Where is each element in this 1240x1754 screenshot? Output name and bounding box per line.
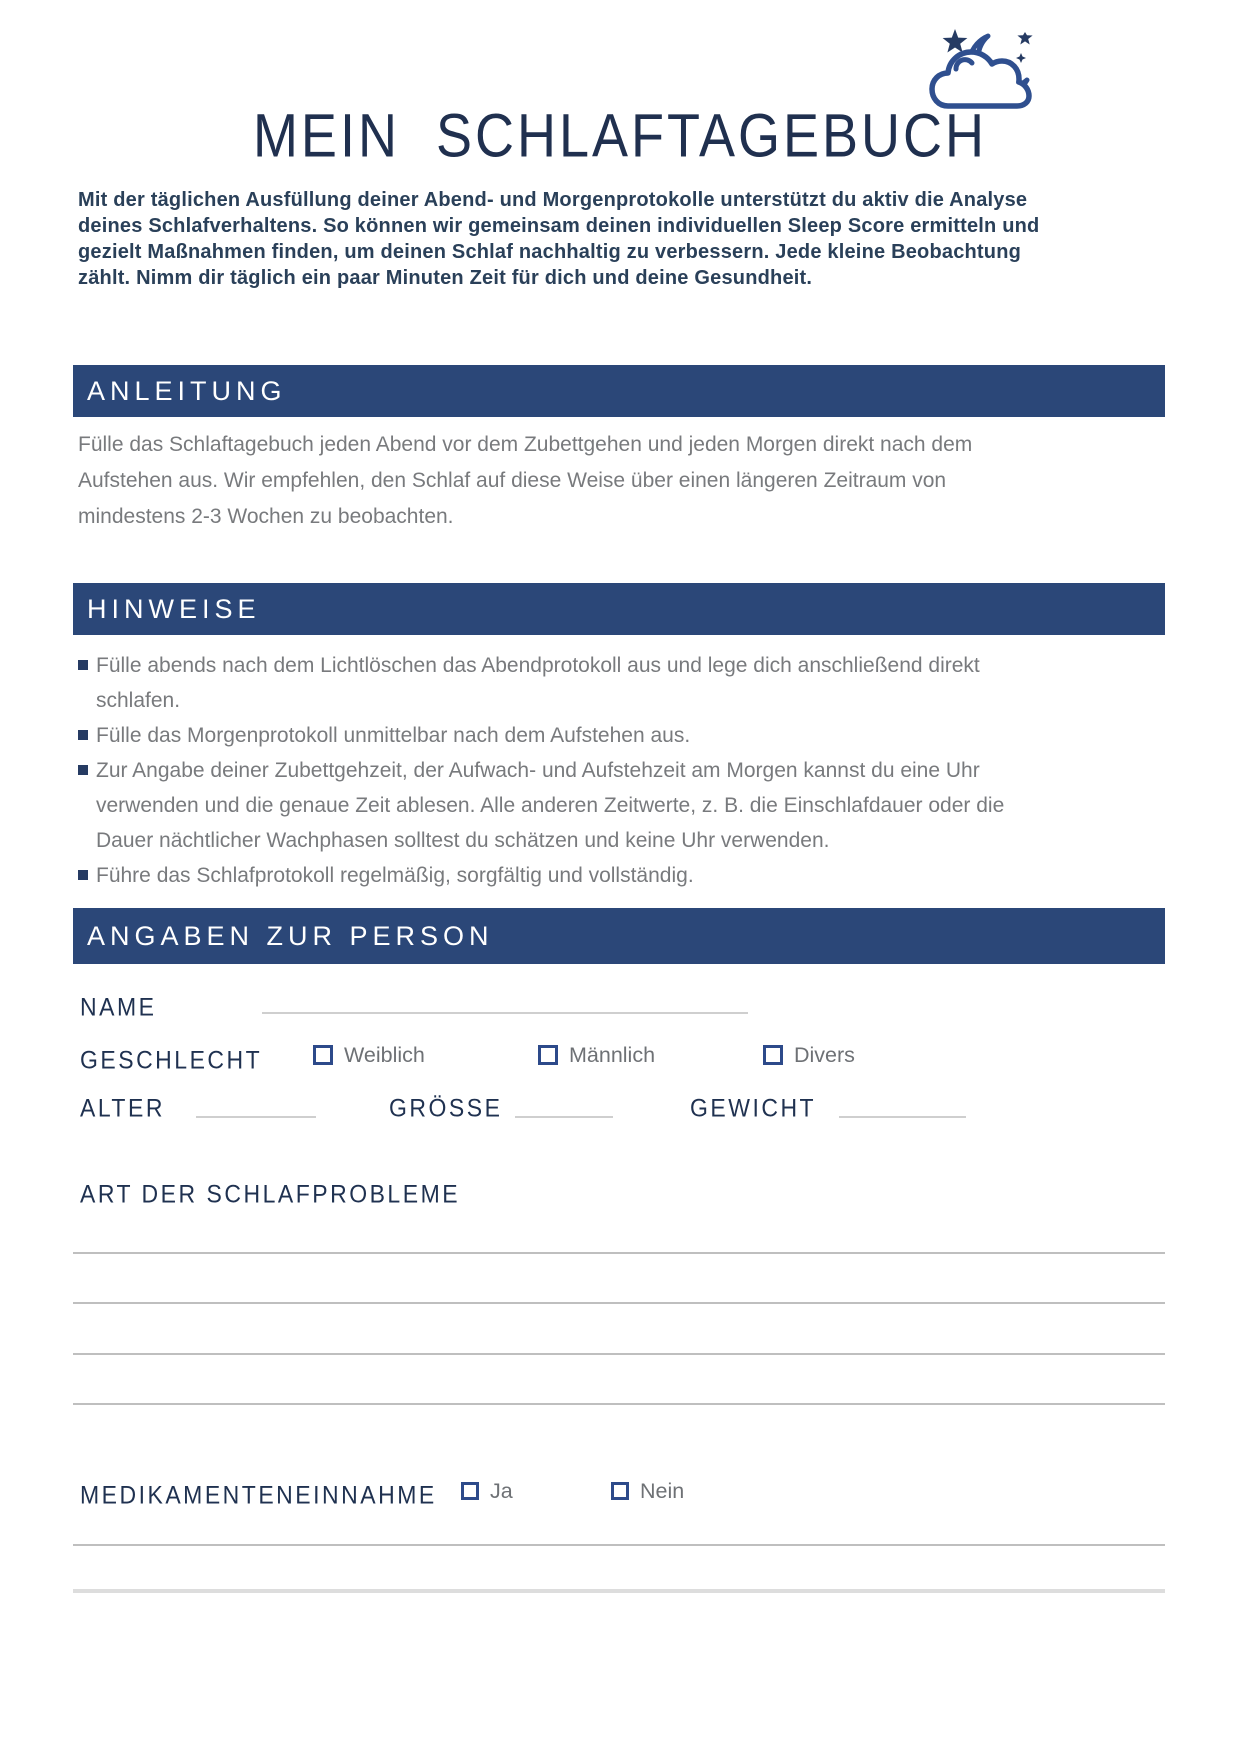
bullet-text: Führe das Schlafprotokoll regelmäßig, sorgfältig und vollständig. <box>96 864 694 887</box>
medikamente-label: MEDIKAMENTENEINNAHME <box>80 1481 437 1510</box>
gewicht-label: GEWICHT <box>690 1094 817 1123</box>
square-bullet-icon <box>78 765 88 775</box>
list-item <box>78 858 1043 893</box>
star-small-icon <box>1017 32 1032 45</box>
name-input-line[interactable] <box>262 1012 748 1014</box>
cloud-icon <box>932 52 1029 106</box>
section-bar-hinweise: HINWEISE <box>73 583 1165 635</box>
hinweise-list <box>78 648 1043 893</box>
checkbox-icon[interactable] <box>313 1045 333 1065</box>
checkbox-option-maennlich[interactable] <box>538 1044 655 1066</box>
square-bullet-icon <box>78 660 88 670</box>
alter-label: ALTER <box>80 1094 165 1123</box>
checkbox-icon[interactable] <box>763 1045 783 1065</box>
option-label: Divers <box>794 1043 855 1067</box>
schlafprobleme-writing-line[interactable] <box>73 1252 1165 1254</box>
option-label: Weiblich <box>344 1043 425 1067</box>
groesse-label: GRÖSSE <box>389 1094 503 1123</box>
checkbox-option-divers[interactable] <box>763 1044 855 1066</box>
name-label: NAME <box>80 993 157 1022</box>
checkbox-option-ja[interactable] <box>461 1480 513 1502</box>
square-bullet-icon <box>78 730 88 740</box>
checkbox-icon[interactable] <box>461 1482 479 1500</box>
groesse-input-line[interactable] <box>515 1116 613 1118</box>
alter-input-line[interactable] <box>196 1116 316 1118</box>
star-large-icon <box>943 29 968 53</box>
schlafprobleme-writing-line[interactable] <box>73 1353 1165 1355</box>
schlafprobleme-writing-line[interactable] <box>73 1302 1165 1304</box>
medikamente-writing-line[interactable] <box>73 1589 1165 1593</box>
anleitung-body-text: Fülle das Schlaftagebuch jeden Abend vor dem Zubettgehen und jeden Morgen direkt nach dem Aufstehen aus. Wir empfehlen, den Schlaf auf diese Weise über einen längeren Zeitraum von mindestens 2-3 Wochen zu beobachten. <box>78 433 973 528</box>
option-label: Ja <box>490 1479 513 1503</box>
checkbox-icon[interactable] <box>611 1482 629 1500</box>
checkbox-option-weiblich[interactable] <box>313 1044 425 1066</box>
list-item <box>78 753 1043 858</box>
square-bullet-icon <box>78 870 88 880</box>
gewicht-input-line[interactable] <box>839 1116 966 1118</box>
bullet-text: Zur Angabe deiner Zubettgehzeit, der Aufwach- und Aufstehzeit am Morgen kannst du eine Uhr verwenden und die genaue Zeit ablesen. Alle anderen Zeitwerte, z. B. die Einschlafdauer oder die Dauer nächtlicher Wachphasen solltest du schätzen und keine Uhr verwenden. <box>96 759 1005 852</box>
schlafprobleme-label: ART DER SCHLAFPROBLEME <box>80 1180 461 1209</box>
list-item <box>78 718 1043 753</box>
bullet-text: Fülle das Morgenprotokoll unmittelbar nach dem Aufstehen aus. <box>96 724 691 747</box>
page-title: MEIN SCHLAFTAGEBUCH <box>252 102 988 171</box>
section-bar-angaben-zur-person: ANGABEN ZUR PERSON <box>73 908 1165 964</box>
checkbox-icon[interactable] <box>538 1045 558 1065</box>
medikamente-writing-line[interactable] <box>73 1544 1165 1546</box>
option-label: Männlich <box>569 1043 656 1067</box>
option-label: Nein <box>640 1479 685 1503</box>
schlafprobleme-writing-line[interactable] <box>73 1403 1165 1405</box>
section-bar-anleitung: ANLEITUNG <box>73 365 1165 417</box>
sparkle-icon <box>1016 53 1026 63</box>
list-item <box>78 648 1043 718</box>
checkbox-option-nein[interactable] <box>611 1480 684 1502</box>
bullet-text: Fülle abends nach dem Lichtlöschen das Abendprotokoll aus und lege dich anschließend direkt schlafen. <box>96 654 980 712</box>
geschlecht-label: GESCHLECHT <box>80 1046 263 1075</box>
intro-paragraph: Mit der täglichen Ausfüllung deiner Abend- und Morgenprotokolle unterstützt du aktiv die Analyse deines Schlafverhaltens. So können wir gemeinsam deinen individuellen Sleep Score ermitteln und gezielt Maßnahmen finden, um deinen Schlaf nachhaltig zu verbessern. Jede kleine Beobachtung zählt. Nimm dir täglich ein paar Minuten Zeit für dich und deine Gesundheit. <box>78 189 1040 289</box>
